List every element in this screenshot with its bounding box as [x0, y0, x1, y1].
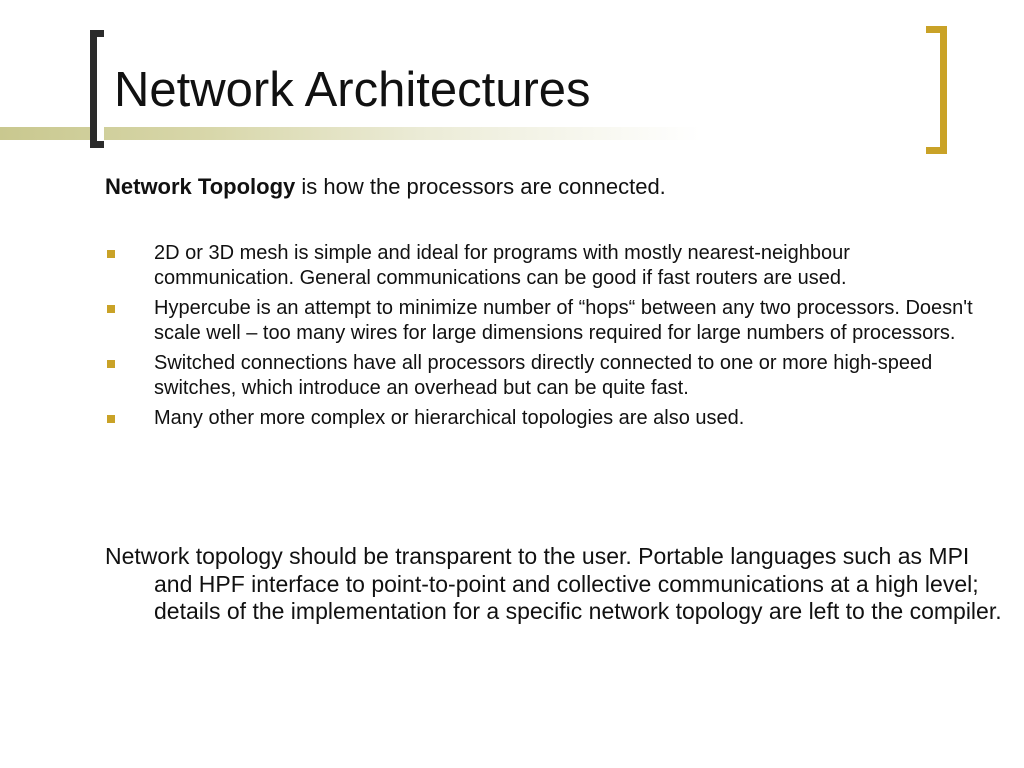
bullet-text: Hypercube is an attempt to minimize number of “hops“ between any two processors. Doesn't scale well – too many wires for large dimensions required for large numbers of processors. [154, 297, 973, 344]
bullet-item [105, 241, 975, 291]
square-bullet-icon [107, 250, 115, 258]
slide-title: Network Architectures [114, 63, 591, 117]
bullet-list [105, 241, 975, 436]
left-bracket-decoration [90, 30, 104, 148]
title-decorative-band [0, 127, 700, 140]
bullet-text: 2D or 3D mesh is simple and ideal for programs with mostly nearest-neighbour communication. General communications can be good if fast routers are used. [154, 242, 850, 289]
right-bracket-decoration [926, 26, 947, 154]
bullet-item [105, 406, 975, 431]
bullet-item [105, 296, 975, 346]
intro-term: Network Topology [105, 174, 296, 199]
bullet-text: Many other more complex or hierarchical topologies are also used. [154, 407, 745, 429]
conclusion-paragraph: Network topology should be transparent to the user. Portable languages such as MPI and HPF interface to point-to-point and collective communications at a high level; details of the implementation for a specific network topology are left to the compiler. [105, 543, 1002, 624]
square-bullet-icon [107, 360, 115, 368]
square-bullet-icon [107, 305, 115, 313]
bullet-text: Switched connections have all processors directly connected to one or more high-speed switches, which introduce an overhead but can be quite fast. [154, 352, 933, 399]
bullet-item [105, 351, 975, 401]
intro-rest: is how the processors are connected. [295, 174, 666, 199]
intro-line [105, 173, 666, 201]
square-bullet-icon [107, 415, 115, 423]
